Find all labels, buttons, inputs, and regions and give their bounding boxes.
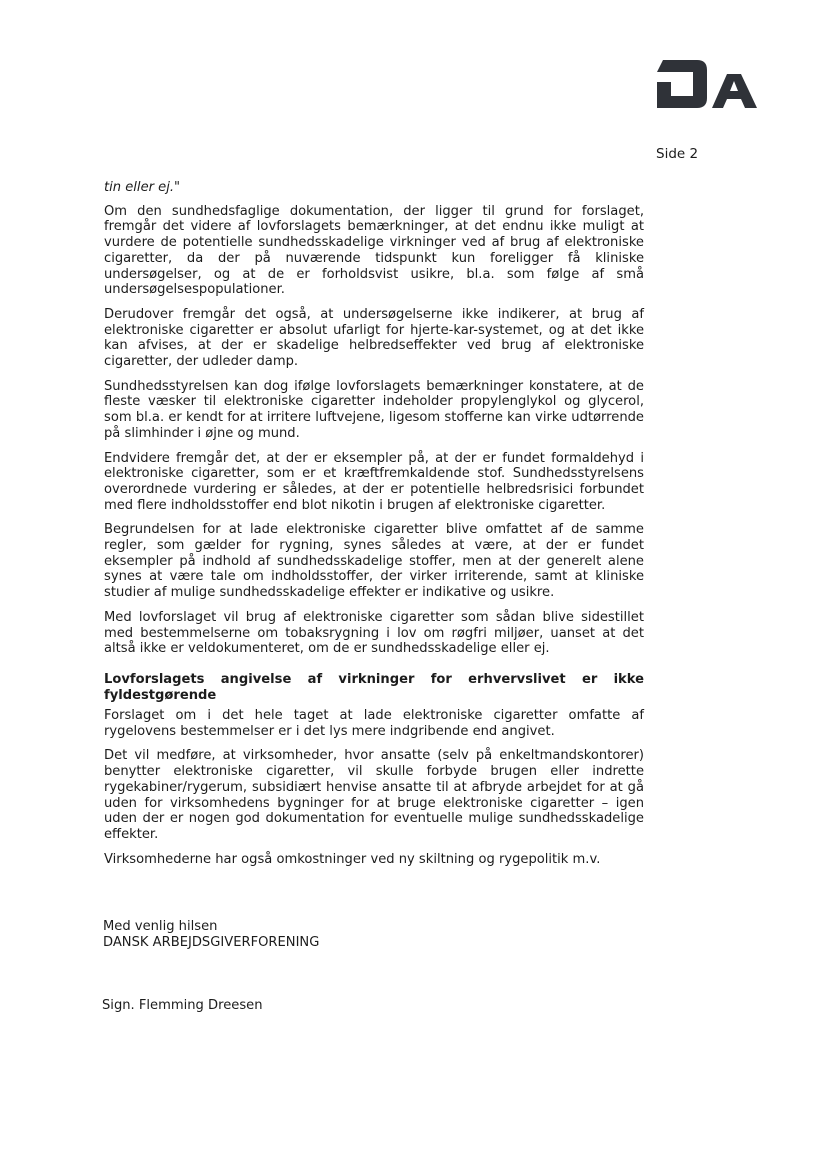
paragraph: Sundhedsstyrelsen kan dog ifølge lovforslagets bemærkninger konstatere, at de fleste væsker til elektroniske cigaretter indeholder propylenglykol og glycerol, som bl.a. er kendt for at irritere luftvejene, ligesom stofferne kan virke udtørrende på slimhinder i øjne og mund. [104, 378, 644, 441]
organization-name: DANSK ARBEJDSGIVERFORENING [103, 935, 320, 950]
da-logo [657, 54, 765, 114]
closing-block [103, 919, 319, 951]
paragraph: Derudover fremgår det også, at undersøgelserne ikke indikerer, at brug af elektroniske cigaretter er absolut ufarligt for hjerte-kar-systemet, og at det ikke kan afvises, at der er skadelige helbredseffekter ved brug af elektroniske cigaretter, der udleder damp. [104, 306, 644, 370]
section-heading: Lovforslagets angivelse af virkninger for erhvervslivet er ikke fyldestgørende [104, 671, 644, 703]
letter-body [104, 180, 644, 876]
closing-greeting: Med venlig hilsen [103, 919, 218, 934]
paragraph: Begrundelsen for at lade elektroniske cigaretter blive omfattet af de samme regler, som gælder for rygning, synes således at være, at der er fundet eksempler på indhold af sundhedsskadelige stoffer, men at der generelt alene synes at være tale om indholdsstoffer, der virker irriterende, samt at kliniske studier af mulige sundhedsskadelige effekter er indikative og usikre. [104, 522, 644, 601]
paragraph: Med lovforslaget vil brug af elektroniske cigaretter som sådan blive sidestillet med bestemmelserne om tobaksrygning i lov om røgfri miljøer, uanset at det altså ikke er veldokumenteret, om de er sundhedsskadelige eller ej. [104, 609, 644, 657]
paragraph: Det vil medføre, at virksomheder, hvor ansatte (selv på enkeltmandskontorer) benytter elektroniske cigaretter, vil skulle forbyde brugen eller indrette rygekabiner/rygerum, subsidiært henvise ansatte til at afbryde arbejdet for at gå uden for virksomhedens bygninger for at bruge elektroniske cigaretter – igen uden der er nogen god dokumentation for eventuelle mulige sundhedsskadelige effekter. [104, 748, 644, 842]
page-number: Side 2 [656, 146, 699, 162]
paragraph: Forslaget om i det hele taget at lade elektroniske cigaretter omfatte af rygelovens bestemmelser er i det lys mere indgribende end angivet. [104, 707, 644, 739]
paragraph: Endvidere fremgår det, at der er eksempler på, at der er fundet formaldehyd i elektroniske cigaretter, som er et kræftfremkaldende stof. Sundhedsstyrelsens overordnede vurdering er således, at der er potentielle helbredsrisici forbundet med flere indholdsstoffer end blot nikotin i brugen af elektroniske cigaretter. [104, 450, 644, 513]
paragraph: Om den sundhedsfaglige dokumentation, der ligger til grund for forslaget, fremgår det videre af lovforslagets bemærkninger, at det endnu ikke muligt at vurdere de potentielle sundhedsskadelige virkninger ved af brug af elektroniske cigaretter, da der på nuværende tidspunkt kun foreligger få kliniske undersøgelser, og at de er forholdsvist usikre, bl.a. som følge af små undersøgelsespopulationer. [104, 203, 644, 298]
continuation-text: tin eller ej." [104, 180, 181, 195]
paragraph: Virksomhederne har også omkostninger ved ny skiltning og rygepolitik m.v. [104, 851, 601, 867]
signature-line: Sign. Flemming Dreesen [102, 998, 263, 1013]
